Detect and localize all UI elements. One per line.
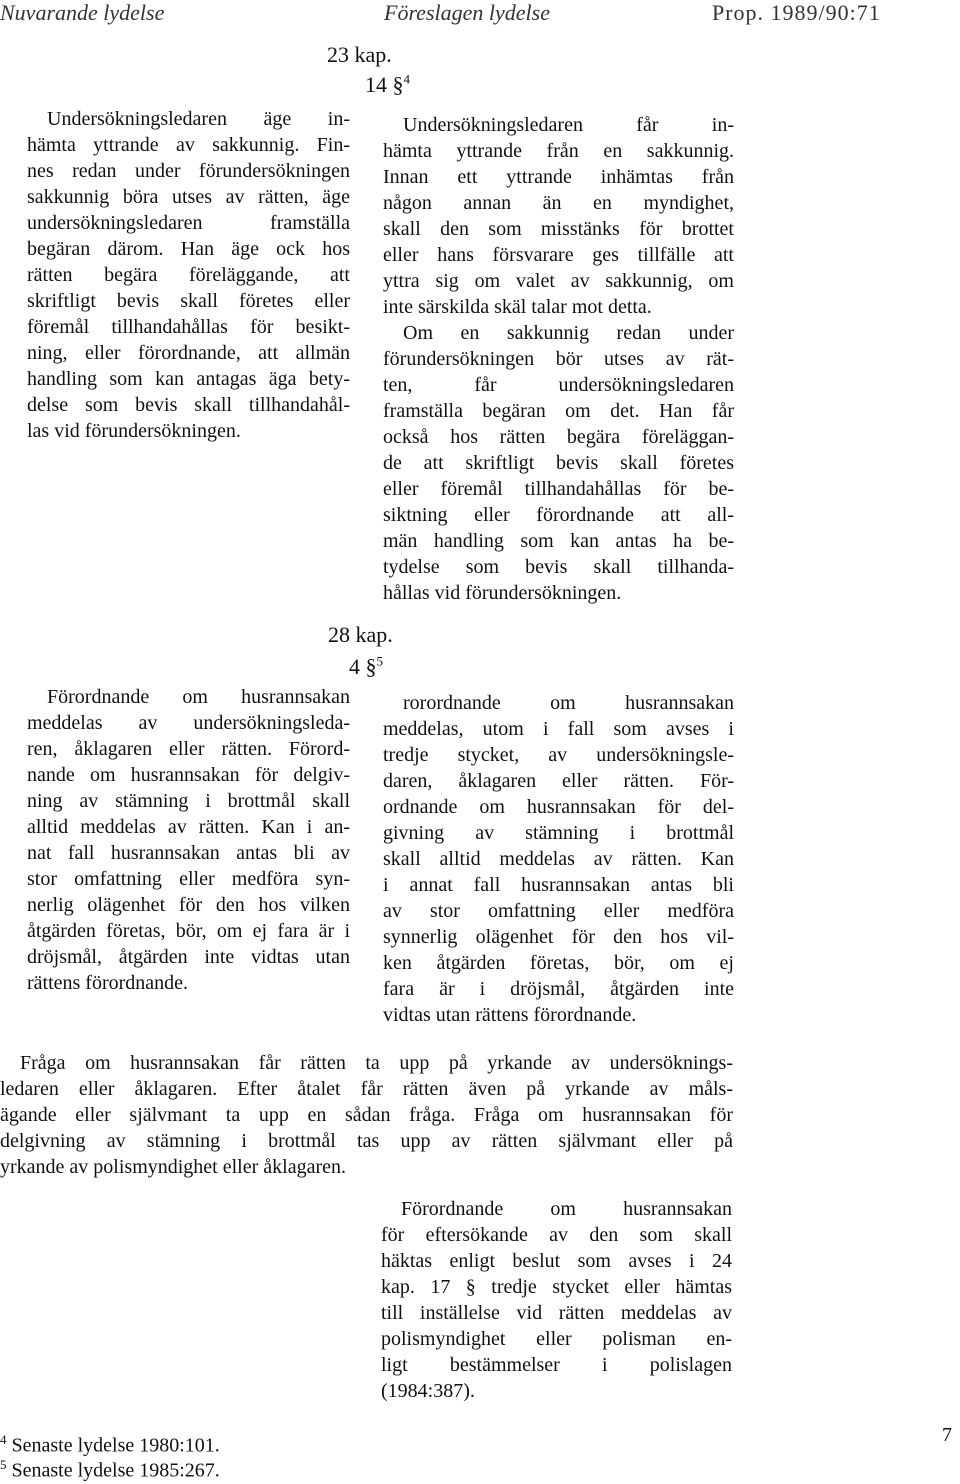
footnote-ref: 5 [376, 653, 383, 669]
text-line: av stor omfattning eller medföra [383, 900, 734, 922]
text-line: Fråga om husrannsakan får rätten ta upp på yrkande av undersöknings- [20, 1052, 733, 1074]
text-line: handling som kan antagas äga bety- [27, 368, 350, 390]
text-line: givning av stämning i brottmål [383, 822, 734, 844]
text-line: stor omfattning eller medföra syn- [27, 868, 350, 890]
text-line: tydelse som bevis skall tillhanda- [383, 556, 734, 578]
text-line: rorordnande om husrannsakan [403, 692, 734, 714]
column-heading-proposed: Föreslagen lydelse [384, 0, 550, 25]
text-line: las vid förundersökningen. [27, 420, 241, 442]
text-line: rättens förordnande. [27, 972, 189, 994]
text-line: Förordnande om husrannsakan [47, 686, 350, 708]
text-line: siktning eller förordnande att all- [383, 504, 734, 526]
text-line: kap. 17 § tredje stycket eller hämtas [381, 1276, 732, 1298]
text-line: delgivning av stämning i brottmål tas upp av rätten självmant eller på [0, 1130, 733, 1152]
text-line: (1984:387). [381, 1380, 475, 1402]
text-line: hämta yttrande från en sakkunnig. [383, 140, 734, 162]
text-line: nerlig olägenhet för den hos vilken [27, 894, 350, 916]
text-line: Förordnande om husrannsakan [401, 1198, 732, 1220]
text-line: inte särskilda skäl talar mot detta. [383, 296, 652, 318]
text-line: daren, åklagaren eller rätten. För- [383, 770, 734, 792]
text-line: de att skriftligt bevis skall företes [383, 452, 734, 474]
text-line: i annat fall husrannsakan antas bli [383, 874, 734, 896]
proposition-id: Prop. 1989/90:71 [712, 0, 881, 25]
paragraph-number: 14 [365, 72, 387, 97]
column-heading-current: Nuvarande lydelse [0, 0, 165, 25]
text-line: för eftersökande av den som skall [381, 1224, 732, 1246]
text-line: eller föremål tillhandahållas för be- [383, 478, 734, 500]
new-proposed-paragraph [381, 1196, 732, 1404]
text-line: ten, får undersökningsledaren [383, 374, 734, 396]
text-line: nat fall husrannsakan antas bli av [27, 842, 350, 864]
current-text-23-14 [27, 106, 350, 444]
text-line: skall alltid meddelas av rätten. Kan [383, 848, 734, 870]
text-line: ligt bestämmelser i polislagen [381, 1354, 732, 1376]
text-line: dröjsmål, åtgärden inte vidtas utan [27, 946, 350, 968]
text-line: polismyndighet eller polisman en- [381, 1328, 732, 1350]
text-line: män handling som kan antas ha be- [383, 530, 734, 552]
text-line: begäran därom. Han äge ock hos [27, 238, 350, 260]
text-line: ken åtgärden företas, bör, om ej [383, 952, 734, 974]
current-text-28-4 [27, 684, 350, 996]
section-sign: § [365, 654, 377, 679]
text-line: Innan ett yttrande inhämtas från [383, 166, 734, 188]
chapter-heading-28: 28 kap. [328, 622, 393, 647]
text-line: sakkunnig böra utses av rätten, äge [27, 186, 350, 208]
text-line: ren, åklagaren eller rätten. Förord- [27, 738, 350, 760]
text-line: häktas enligt beslut som avses i 24 [381, 1250, 732, 1272]
text-line: ning, eller förordnande, att allmän [27, 342, 350, 364]
text-line: hållas vid förundersökningen. [383, 582, 622, 604]
paragraph-heading-4 [349, 654, 383, 680]
text-line: eller hans försvarare ges tillfälle att [383, 244, 734, 266]
text-line: meddelas av undersökningsleda- [27, 712, 350, 734]
text-line: framställa begäran om det. Han får [383, 400, 734, 422]
text-line: meddelas, utom i fall som avses i [383, 718, 734, 740]
chapter-heading-23: 23 kap. [327, 42, 392, 67]
paragraph-number: 4 [349, 654, 360, 679]
footnote-4: $^4$ Senaste lydelse 1980:101. [0, 1432, 220, 1457]
text-line: skriftligt bevis skall företes eller [27, 290, 350, 312]
text-line: åtgärden företas, bör, om ej fara är i [27, 920, 350, 942]
text-line: Om en sakkunnig redan under [403, 322, 734, 344]
text-line: yttra sig om valet av sakkunnig, om [383, 270, 734, 292]
text-line: yrkande av polismyndighet eller åklagaren. [0, 1156, 346, 1178]
text-line: delse som bevis skall tillhandahål- [27, 394, 350, 416]
proposed-text-28-4 [383, 690, 734, 1028]
text-line: Undersökningsledaren äge in- [47, 108, 350, 130]
text-line: föremål tillhandahållas för besikt- [27, 316, 350, 338]
paragraph-heading-14 [365, 72, 410, 98]
text-line: undersökningsledaren framställa [27, 212, 350, 234]
text-line: Undersökningsledaren får in- [403, 114, 734, 136]
text-line: ning av stämning i brottmål skall [27, 790, 350, 812]
text-line: synnerlig olägenhet för den hos vil- [383, 926, 734, 948]
proposed-text-23-14 [383, 112, 734, 606]
text-line: ägande eller självmant ta upp en sådan fråga. Fråga om husrannsakan för [0, 1104, 733, 1126]
section-sign: § [392, 72, 404, 97]
text-line: fara är i dröjsmål, åtgärden inte [383, 978, 734, 1000]
text-line: alltid meddelas av rätten. Kan i an- [27, 816, 350, 838]
text-line: rätten begära föreläggande, att [27, 264, 350, 286]
page-number: 7 [942, 1424, 952, 1446]
text-line: skall den som misstänks för brottet [383, 218, 734, 240]
text-line: ordnande om husrannsakan för del- [383, 796, 734, 818]
text-line: nande om husrannsakan för delgiv- [27, 764, 350, 786]
text-line: nes redan under förundersökningen [27, 160, 350, 182]
text-line: vidtas utan rättens förordnande. [383, 1004, 637, 1026]
text-line: också hos rätten begära föreläggan- [383, 426, 734, 448]
text-line: någon annan än en myndighet, [383, 192, 734, 214]
shared-paragraph [0, 1050, 733, 1180]
text-line: ledaren eller åklagaren. Efter åtalet får rätten även på yrkande av måls- [0, 1078, 733, 1100]
text-line: förundersökningen bör utses av rät- [383, 348, 734, 370]
footnote-ref: 4 [403, 71, 410, 87]
text-line: tredje stycket, av undersökningsle- [383, 744, 734, 766]
text-line: hämta yttrande av sakkunnig. Fin- [27, 134, 350, 156]
text-line: till inställelse vid rätten meddelas av [381, 1302, 732, 1324]
footnote-5: $^5$ Senaste lydelse 1985:267. [0, 1457, 220, 1482]
